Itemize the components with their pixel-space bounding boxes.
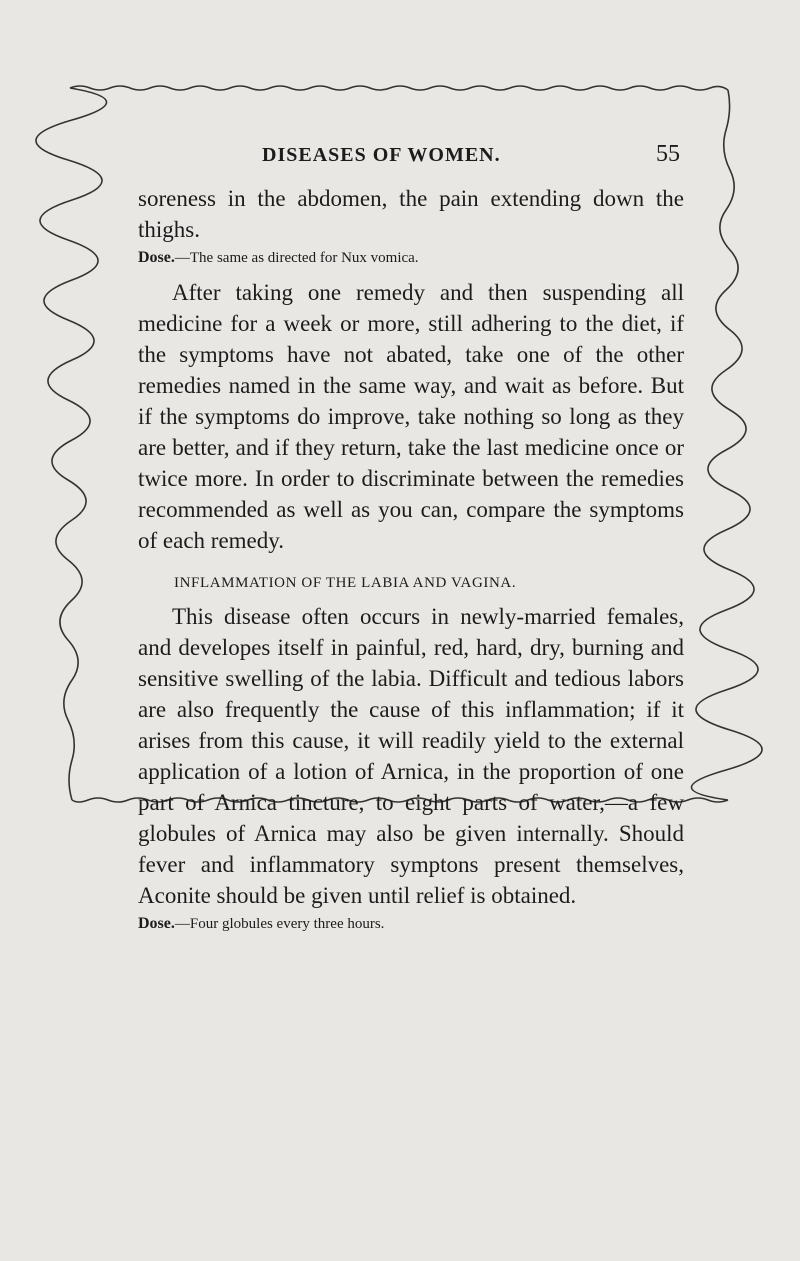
dose-label: Dose. (138, 915, 175, 932)
running-header (140, 141, 680, 178)
running-title: DISEASES OF WOMEN. (262, 144, 501, 166)
dose-label: Dose. (138, 249, 175, 266)
dose-text: —Four globules every three hours. (174, 916, 385, 932)
paragraph: This disease often occurs in newly-married females, and developes itself in painful, red, hard, dry, burning and sensitive swelling of the labia. Difficult and tedious labors are also frequently the cause of this inflammation; if it arises from this cause, it will readily yield to the external application of a lotion of Arnica, in the proportion of one part of Arnica tincture, to eight parts of water,—a few globules of Arnica may also be given internally. Should fever and inflammatory symptons present themselves, Aconite should be given until relief is obtained. (138, 604, 684, 908)
body-text (138, 183, 684, 943)
dose-text: —The same as directed for Nux vomica. (174, 250, 419, 266)
paragraph-continuation: soreness in the abdomen, the pain extending down the thighs. (138, 186, 684, 242)
dose-line (138, 913, 684, 935)
page-number: 55 (656, 141, 680, 167)
paragraph: After taking one remedy and then suspending all medicine for a week or more, still adhering to the diet, if the symptoms have not abated, take one of the other remedies named in the same way, and wait as before. But if the symptoms do improve, take nothing so long as they are better, and if they return, take the last medicine once or twice more. In order to discriminate between the remedies recommended as well as you can, compare the symptoms of each remedy. (138, 280, 684, 553)
section-heading: INFLAMMATION OF THE LABIA AND VAGINA. (174, 575, 517, 591)
dose-line (138, 247, 684, 269)
